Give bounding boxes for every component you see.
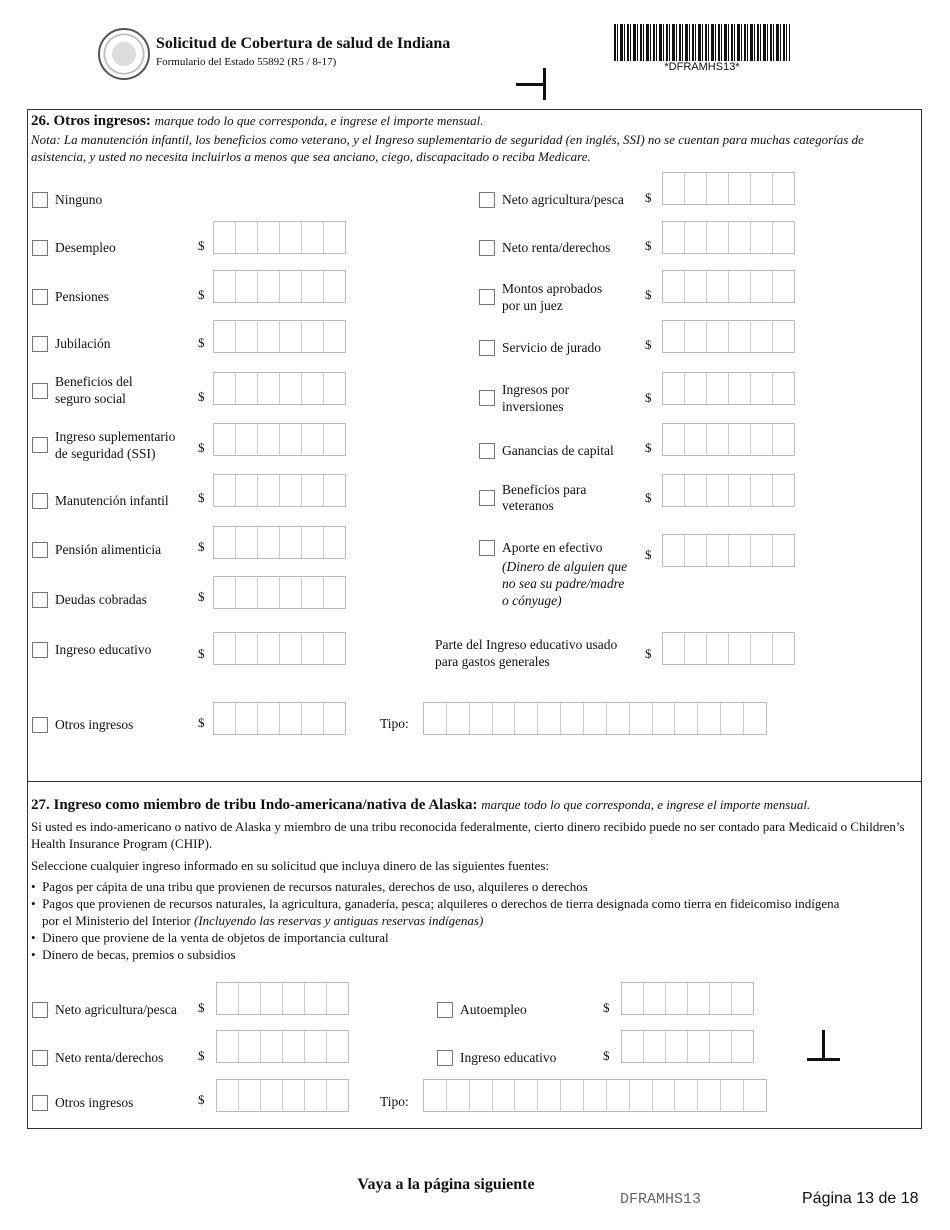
- checkbox-27-ingreso-educativo[interactable]: [437, 1050, 453, 1066]
- amount-input-montos-juez[interactable]: [662, 270, 795, 303]
- label-educativo-general-2: para gastos generales: [435, 654, 550, 669]
- label-ganancias-capital: Ganancias de capital: [502, 443, 614, 458]
- checkbox-27-otros-ingresos[interactable]: [32, 1095, 48, 1111]
- amount-input-27-neto-renta[interactable]: [216, 1030, 349, 1063]
- checkbox-ssi[interactable]: [32, 437, 48, 453]
- currency-sign: $: [198, 1048, 205, 1063]
- amount-input-27-otros-ingresos[interactable]: [216, 1079, 349, 1112]
- checkbox-manutencion-infantil[interactable]: [32, 493, 48, 509]
- label-seguro-social-1: Beneficios del: [55, 374, 133, 389]
- section-26-header: [31, 113, 484, 130]
- amount-input-ssi[interactable]: [213, 423, 346, 456]
- amount-input-otros-ingresos[interactable]: [213, 702, 346, 735]
- checkbox-neto-renta[interactable]: [479, 240, 495, 256]
- section-27-instruction: marque todo lo que corresponda, e ingrese el importe mensual.: [481, 797, 811, 812]
- checkbox-pensiones[interactable]: [32, 289, 48, 305]
- checkbox-desempleo[interactable]: [32, 240, 48, 256]
- checkbox-aporte-efectivo[interactable]: [479, 540, 495, 556]
- amount-input-servicio-jurado[interactable]: [662, 320, 795, 353]
- label-ninguno: Ninguno: [55, 192, 103, 207]
- amount-input-neto-renta[interactable]: [662, 221, 795, 254]
- currency-sign: $: [645, 547, 652, 562]
- amount-input-neto-agricultura[interactable]: [662, 172, 795, 205]
- checkbox-deudas-cobradas[interactable]: [32, 592, 48, 608]
- currency-sign: $: [198, 238, 205, 253]
- label-inversiones-2: inversiones: [502, 399, 564, 414]
- label-montos-juez-1: Montos aprobados: [502, 281, 603, 296]
- amount-input-jubilacion[interactable]: [213, 320, 346, 353]
- label-servicio-jurado: Servicio de jurado: [502, 340, 601, 355]
- amount-input-ingreso-educativo[interactable]: [213, 632, 346, 665]
- checkbox-neto-agricultura[interactable]: [479, 192, 495, 208]
- checkbox-27-neto-renta[interactable]: [32, 1050, 48, 1066]
- type-input-otros-ingresos[interactable]: [423, 702, 767, 735]
- checkbox-ganancias-capital[interactable]: [479, 443, 495, 459]
- label-pension-alimenticia: Pensión alimenticia: [55, 542, 162, 557]
- label-jubilacion: Jubilación: [55, 336, 111, 351]
- currency-sign: $: [198, 539, 205, 554]
- label-neto-renta: Neto renta/derechos: [502, 240, 611, 255]
- amount-input-pension-alimenticia[interactable]: [213, 526, 346, 559]
- page-number: Página 13 de 18: [802, 1190, 919, 1207]
- currency-sign: $: [198, 335, 205, 350]
- checkbox-otros-ingresos[interactable]: [32, 717, 48, 733]
- label-manutencion-infantil: Manutención infantil: [55, 493, 169, 508]
- alignment-mark-bottom-stem: [822, 1030, 825, 1060]
- bullet-2-cont: por el Ministerio del Interior (Incluyendo las reservas y antiguas reservas indígenas): [42, 913, 484, 928]
- label-neto-agricultura: Neto agricultura/pesca: [502, 192, 624, 207]
- amount-input-pensiones[interactable]: [213, 270, 346, 303]
- checkbox-pension-alimenticia[interactable]: [32, 542, 48, 558]
- section-26-instruction: marque todo lo que corresponda, e ingrese el importe mensual.: [154, 113, 484, 128]
- form-number: Formulario del Estado 55892 (R5 / 8-17): [156, 56, 337, 68]
- currency-sign: $: [198, 440, 205, 455]
- section-27-select-text: Seleccione cualquier ingreso informado en su solicitud que incluya dinero de las siguientes fuentes:: [31, 858, 550, 873]
- label-ssi-2: de seguridad (SSI): [55, 446, 156, 461]
- currency-sign: $: [645, 490, 652, 505]
- label-27-autoempleo: Autoempleo: [460, 1002, 527, 1017]
- section-27-title: 27. Ingreso como miembro de tribu Indo-americana/nativa de Alaska:: [31, 797, 478, 813]
- barcode-text: *DFRAMHS13*: [664, 61, 740, 73]
- label-tipo: Tipo:: [380, 716, 409, 731]
- type-input-27-otros-ingresos[interactable]: [423, 1079, 767, 1112]
- checkbox-inversiones[interactable]: [479, 390, 495, 406]
- currency-sign: $: [645, 390, 652, 405]
- alignment-mark-top-stem: [543, 68, 546, 100]
- currency-sign: $: [645, 287, 652, 302]
- label-beneficios-veteranos-1: Beneficios para: [502, 482, 587, 497]
- bullet-4: • Dinero de becas, premios o subsidios: [31, 947, 236, 962]
- label-desempleo: Desempleo: [55, 240, 116, 255]
- checkbox-beneficios-veteranos[interactable]: [479, 490, 495, 506]
- amount-input-inversiones[interactable]: [662, 372, 795, 405]
- label-27-otros-ingresos: Otros ingresos: [55, 1095, 134, 1110]
- currency-sign: $: [645, 190, 652, 205]
- checkbox-seguro-social[interactable]: [32, 383, 48, 399]
- section-26-note: Nota: La manutención infantil, los beneficios como veterano, y el Ingreso suplementario de seguridad (en inglés, SSI) no se cuentan para muchas categorías de asistencia, y usted no necesita incluirlos a menos que sea anciano, ciego, discapacitado o reciba Medicare.: [31, 132, 864, 164]
- form-title: Solicitud de Cobertura de salud de Indiana: [156, 35, 451, 52]
- amount-input-27-neto-agricultura[interactable]: [216, 982, 349, 1015]
- note-aporte-1: (Dinero de alguien que: [502, 559, 628, 574]
- note-aporte-3: o cónyuge): [502, 593, 562, 608]
- amount-input-seguro-social[interactable]: [213, 372, 346, 405]
- bullet-2: • Pagos que provienen de recursos naturales, la agricultura, ganadería, pesca; alquileres o derechos de tierra designada como tierra en fideicomiso indígena: [31, 896, 840, 911]
- note-aporte-2: no sea su padre/madre: [502, 576, 625, 591]
- checkbox-montos-juez[interactable]: [479, 289, 495, 305]
- label-27-tipo: Tipo:: [380, 1094, 409, 1109]
- next-page-instruction: Vaya a la página siguiente: [357, 1176, 535, 1193]
- currency-sign: $: [198, 1000, 205, 1015]
- label-inversiones-1: Ingresos por: [502, 382, 570, 397]
- amount-input-manutencion-infantil[interactable]: [213, 474, 346, 507]
- checkbox-27-neto-agricultura[interactable]: [32, 1002, 48, 1018]
- label-ingreso-educativo: Ingreso educativo: [55, 642, 152, 657]
- currency-sign: $: [198, 646, 205, 661]
- checkbox-jubilacion[interactable]: [32, 336, 48, 352]
- currency-sign: $: [603, 1000, 610, 1015]
- section-27-intro: Si usted es indo-americano o nativo de Alaska y miembro de una tribu reconocida federalmente, cierto dinero recibido puede no ser contado para Medicaid o Children’s Health Insurance Program (CHIP).: [31, 819, 905, 851]
- barcode: [614, 24, 790, 61]
- label-deudas-cobradas: Deudas cobradas: [55, 592, 147, 607]
- currency-sign: $: [198, 589, 205, 604]
- label-pensiones: Pensiones: [55, 289, 109, 304]
- label-beneficios-veteranos-2: veteranos: [502, 498, 554, 513]
- amount-input-27-autoempleo[interactable]: [621, 982, 754, 1015]
- amount-input-ganancias-capital[interactable]: [662, 423, 795, 456]
- label-ssi-1: Ingreso suplementario: [55, 429, 176, 444]
- state-seal-logo: [98, 28, 150, 80]
- currency-sign: $: [198, 490, 205, 505]
- amount-input-desempleo[interactable]: [213, 221, 346, 254]
- section-26-title: 26. Otros ingresos:: [31, 113, 151, 129]
- footer-form-code: DFRAMHS13: [620, 1191, 702, 1208]
- label-27-ingreso-educativo: Ingreso educativo: [460, 1050, 557, 1065]
- checkbox-27-autoempleo[interactable]: [437, 1002, 453, 1018]
- amount-input-aporte-efectivo[interactable]: [662, 534, 795, 567]
- label-otros-ingresos: Otros ingresos: [55, 717, 134, 732]
- amount-input-beneficios-veteranos[interactable]: [662, 474, 795, 507]
- label-seguro-social-2: seguro social: [55, 391, 126, 406]
- bullet-3: • Dinero que proviene de la venta de objetos de importancia cultural: [31, 930, 389, 945]
- checkbox-ninguno[interactable]: [32, 192, 48, 208]
- currency-sign: $: [603, 1048, 610, 1063]
- currency-sign: $: [198, 389, 205, 404]
- amount-input-27-ingreso-educativo[interactable]: [621, 1030, 754, 1063]
- currency-sign: $: [198, 715, 205, 730]
- currency-sign: $: [645, 337, 652, 352]
- amount-input-educativo-general[interactable]: [662, 632, 795, 665]
- label-educativo-general-1: Parte del Ingreso educativo usado: [435, 637, 618, 652]
- amount-input-deudas-cobradas[interactable]: [213, 576, 346, 609]
- currency-sign: $: [645, 440, 652, 455]
- currency-sign: $: [198, 1092, 205, 1107]
- bullet-1: • Pagos per cápita de una tribu que provienen de recursos naturales, derechos de uso, alquileres o derechos: [31, 879, 588, 894]
- label-27-neto-renta: Neto renta/derechos: [55, 1050, 164, 1065]
- section-27-header: [31, 797, 810, 814]
- currency-sign: $: [645, 238, 652, 253]
- label-montos-juez-2: por un juez: [502, 298, 563, 313]
- currency-sign: $: [645, 646, 652, 661]
- label-27-neto-agricultura: Neto agricultura/pesca: [55, 1002, 177, 1017]
- alignment-mark-top: [516, 83, 546, 86]
- label-aporte-efectivo: Aporte en efectivo: [502, 540, 603, 555]
- section-divider: [27, 781, 922, 782]
- checkbox-servicio-jurado[interactable]: [479, 340, 495, 356]
- form-frame: [27, 109, 922, 1129]
- currency-sign: $: [198, 287, 205, 302]
- checkbox-ingreso-educativo[interactable]: [32, 642, 48, 658]
